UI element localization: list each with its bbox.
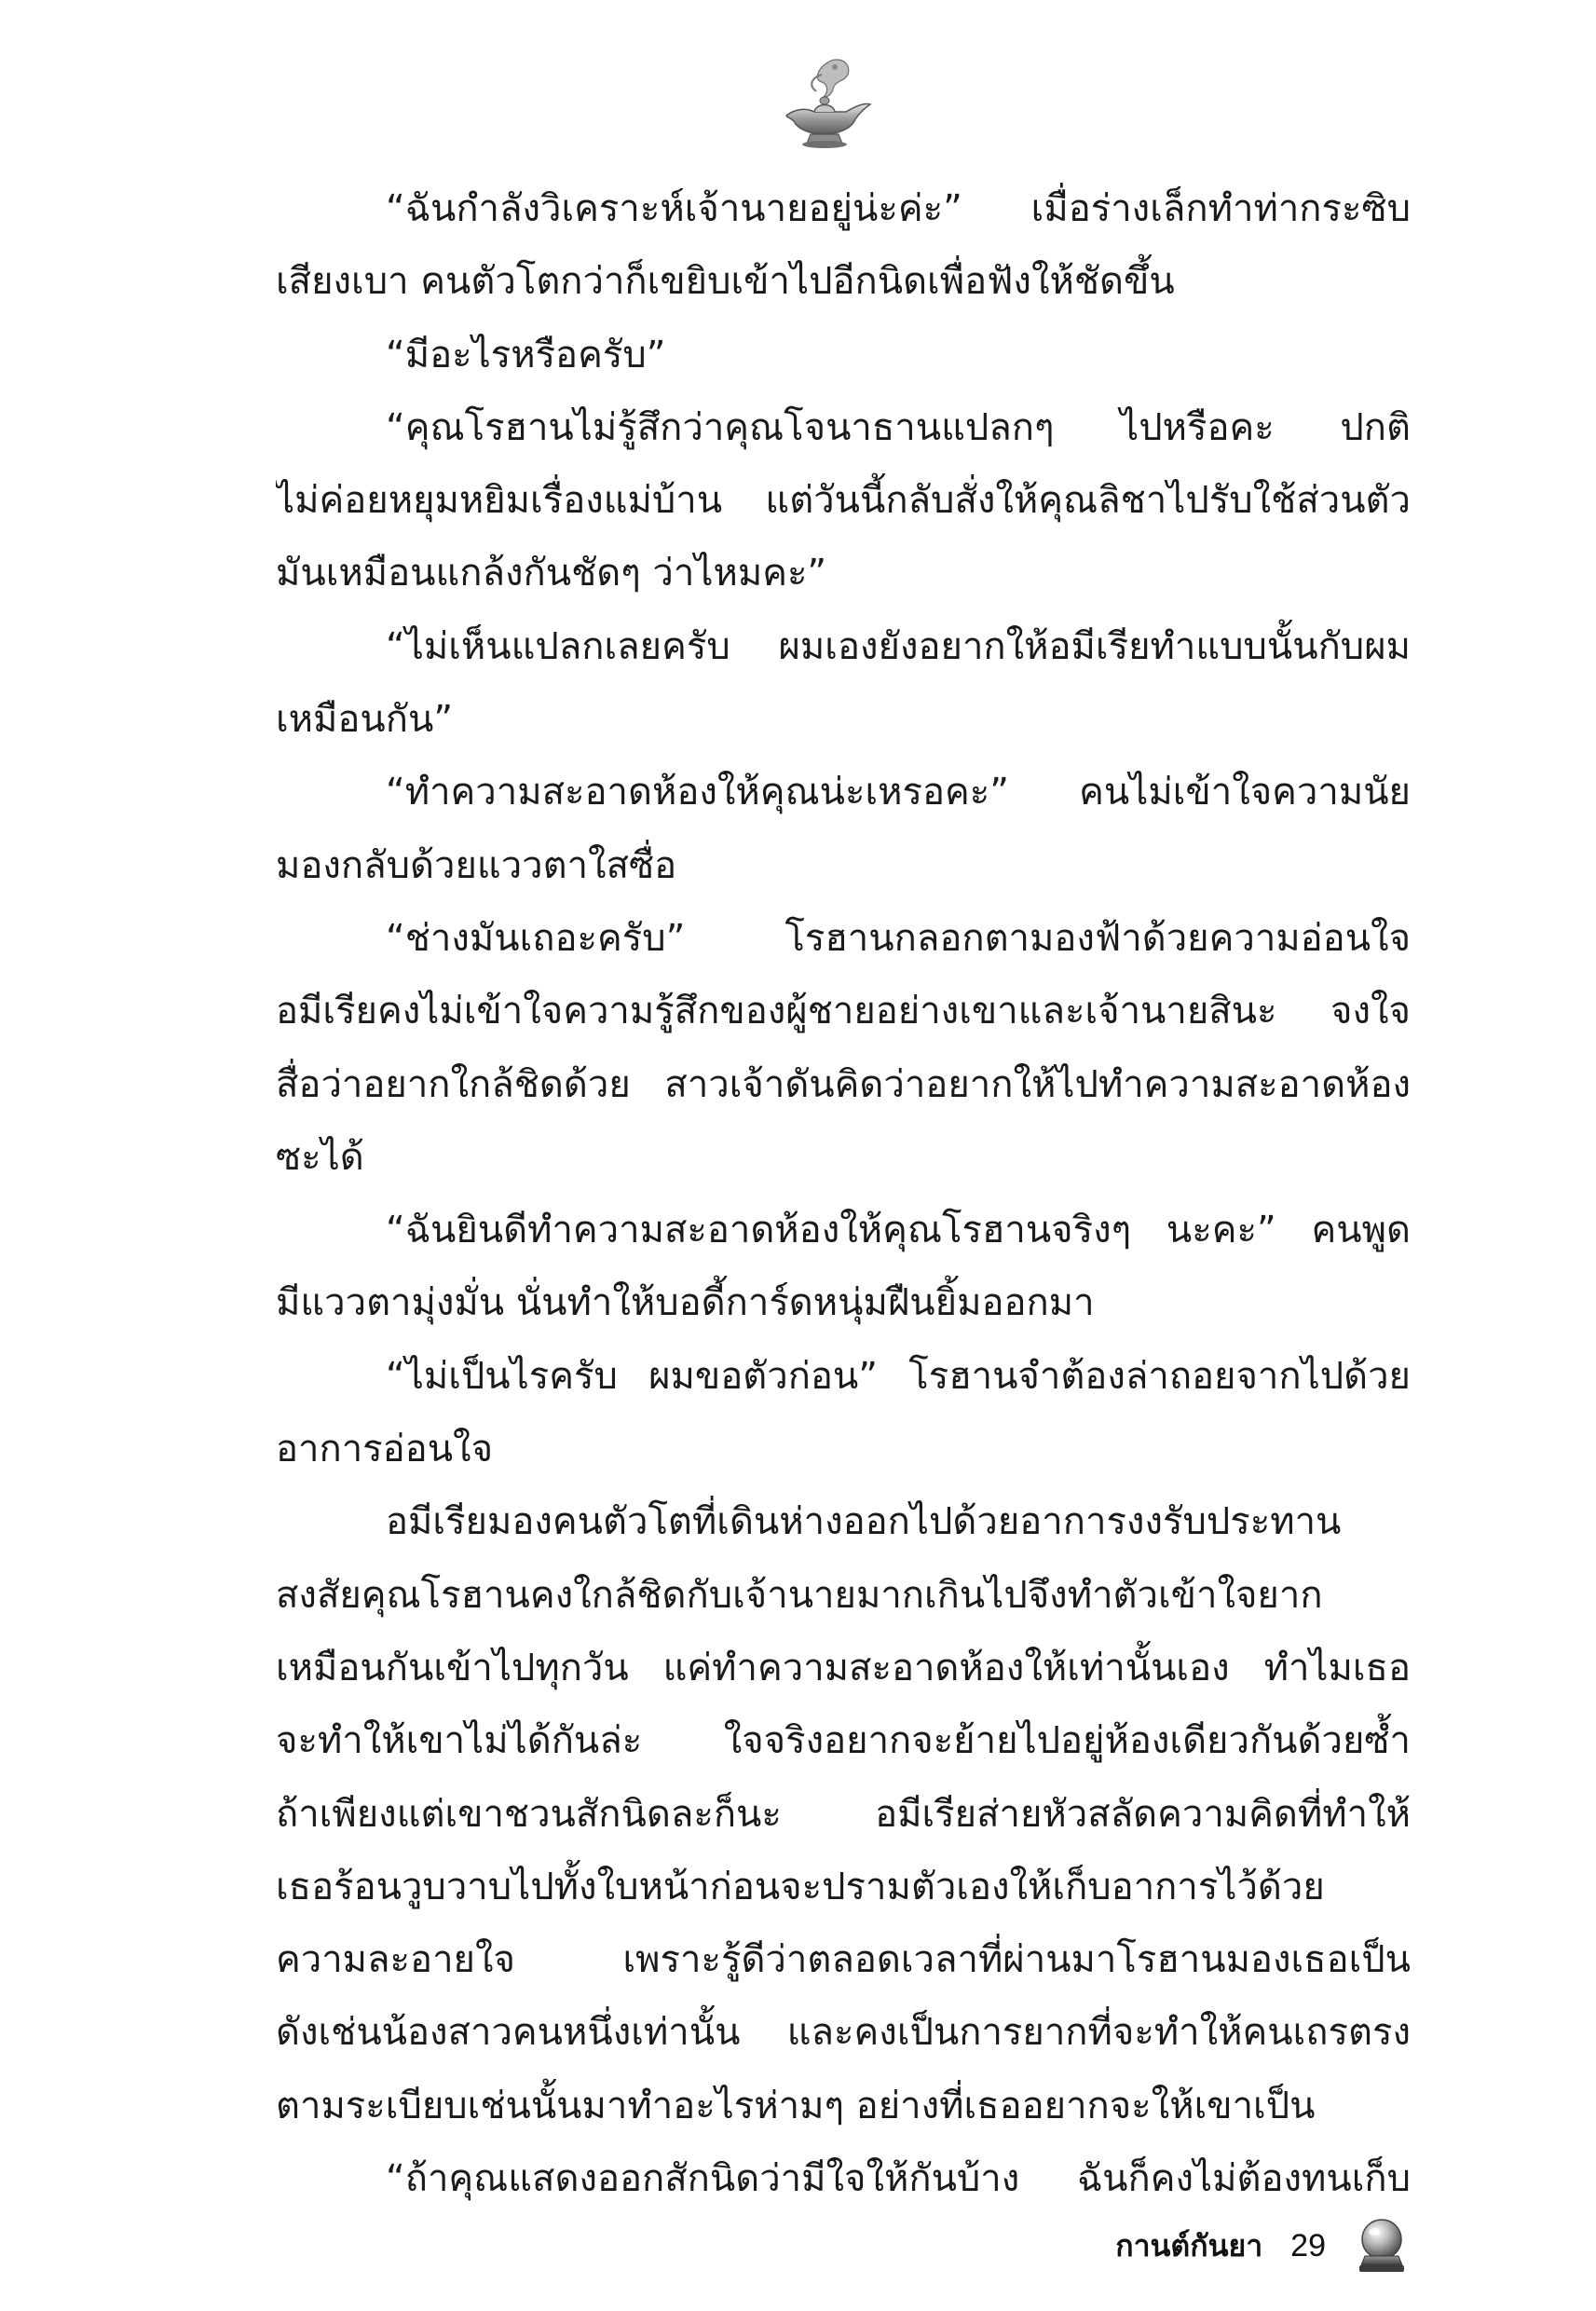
book-title: กานต์กันยา: [1115, 2227, 1263, 2263]
text-line: เธอร้อนวูบวาบไปทั้งใบหน้าก่อนจะปรามตัวเองให้เก็บอาการไว้ด้วย: [276, 1865, 1325, 1908]
text-line: อมีเรียคงไม่เข้าใจความรู้สึกของผู้ชายอย่างเขาและเจ้านายสินะ จงใจ: [276, 990, 1411, 1033]
text-line: เหมือนกัน”: [276, 698, 454, 742]
text-line: ความละอายใจ เพราะรู้ดีว่าตลอดเวลาที่ผ่านมาโรฮานมองเธอเป็น: [276, 1938, 1411, 1982]
page-footer: [1115, 2218, 1410, 2274]
text-line: สงสัยคุณโรฮานคงใกล้ชิดกับเจ้านายมากเกินไปจึงทำตัวเข้าใจยาก: [276, 1573, 1323, 1617]
text-line: ดังเช่นน้องสาวคนหนึ่งเท่านั้น และคงเป็นการยากที่จะทำให้คนเถรตรง: [276, 2011, 1411, 2055]
text-line: เหมือนกันเข้าไปทุกวัน แค่ทำความสะอาดห้องให้เท่านั้นเอง ทำไมเธอ: [276, 1646, 1411, 1689]
text-line: “ช่างมันเถอะครับ” โรฮานกลอกตามองฟ้าด้วยความอ่อนใจ: [386, 916, 1411, 960]
text-line: “ทำความสะอาดห้องให้คุณน่ะเหรอคะ” คนไม่เข้าใจความนัย: [386, 771, 1411, 814]
text-line: ตามระเบียบเช่นนั้นมาทำอะไรห่ามๆ อย่างที่เธออยากจะให้เขาเป็น: [276, 2084, 1316, 2127]
text-line: มันเหมือนแกล้งกันชัดๆ ว่าไหมคะ”: [276, 552, 827, 595]
text-line: “มีอะไรหรือครับ”: [386, 333, 666, 376]
text-line: เสียงเบา คนตัวโตกว่าก็เขยิบเข้าไปอีกนิดเพื่อฟังให้ชัดขึ้น: [276, 260, 1175, 304]
crystal-ball-icon: [1354, 2217, 1410, 2275]
genie-lamp-icon: [773, 54, 876, 157]
text-line: จะทำให้เขาไม่ได้กันล่ะ ใจจริงอยากจะย้ายไปอยู่ห้องเดียวกันด้วยซ้ำ: [276, 1719, 1411, 1763]
chapter-text: [276, 172, 1411, 2215]
text-line: ถ้าเพียงแต่เขาชวนสักนิดละก็นะ อมีเรียส่ายหัวสลัดความคิดที่ทำให้: [276, 1792, 1411, 1836]
text-line: “ฉันกำลังวิเคราะห์เจ้านายอยู่น่ะค่ะ” เมื่อร่างเล็กทำท่ากระซิบ: [386, 187, 1411, 230]
text-line: อาการอ่อนใจ: [276, 1428, 494, 1471]
page-number: 29: [1290, 2227, 1326, 2263]
text-line: อมีเรียมองคนตัวโตที่เดินห่างออกไปด้วยอาการงงรับประทาน: [386, 1500, 1342, 1544]
text-line: “คุณโรฮานไม่รู้สึกว่าคุณโจนาธานแปลกๆ ไปหรือคะ ปกติ: [386, 405, 1411, 449]
text-line: ไม่ค่อยหยุมหยิมเรื่องแม่บ้าน แต่วันนี้กลับสั่งให้คุณลิชาไปรับใช้ส่วนตัว: [276, 479, 1411, 523]
text-line: “ไม่เห็นแปลกเลยครับ ผมเองยังอยากให้อมีเรียทำแบบนั้นกับผม: [386, 624, 1411, 668]
text-line: “ฉันยินดีทำความสะอาดห้องให้คุณโรฮานจริงๆ นะคะ” คนพูด: [386, 1209, 1411, 1252]
text-line: “ไม่เป็นไรครับ ผมขอตัวก่อน” โรฮานจำต้องล่าถอยจากไปด้วย: [386, 1354, 1411, 1398]
text-line: มีแววตามุ่งมั่น นั่นทำให้บอดี้การ์ดหนุ่มฝืนยิ้มออกมา: [276, 1281, 1095, 1325]
text-line: สื่อว่าอยากใกล้ชิดด้วย สาวเจ้าดันคิดว่าอยากให้ไปทำความสะอาดห้อง: [276, 1062, 1411, 1106]
text-line: ซะได้: [276, 1135, 364, 1179]
text-line: มองกลับด้วยแววตาใสซื่อ: [276, 843, 677, 887]
text-line: “ถ้าคุณแสดงออกสักนิดว่ามีใจให้กันบ้าง ฉันก็คงไม่ต้องทนเก็บ: [386, 2157, 1411, 2201]
